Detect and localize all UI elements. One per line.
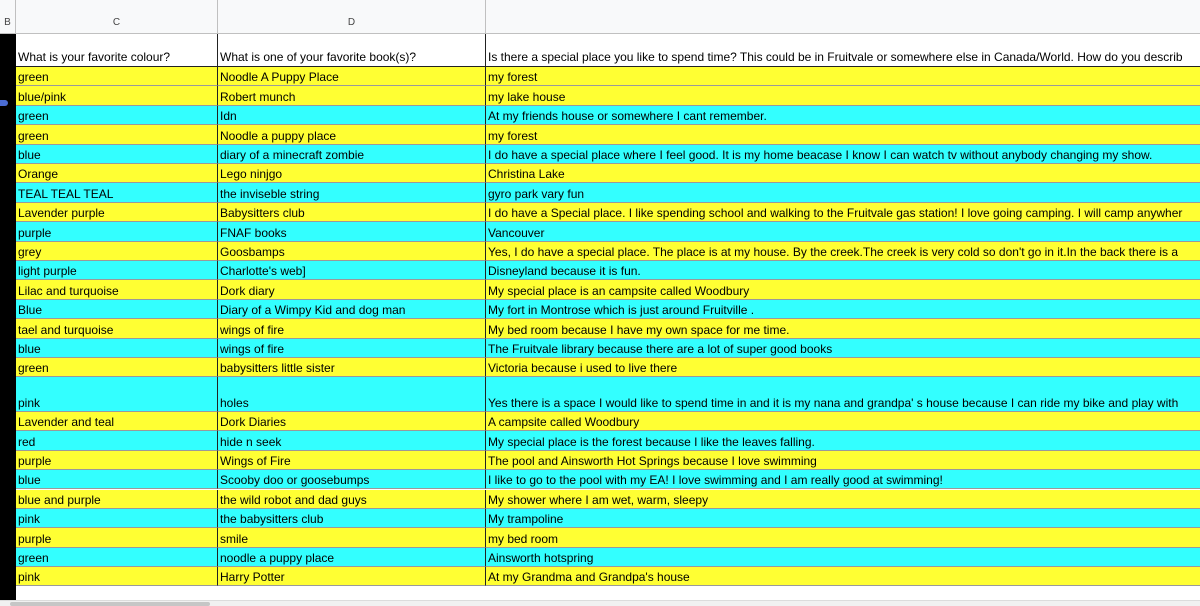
cell-favorite-colour[interactable]: green	[16, 125, 218, 144]
cell-favorite-colour[interactable]: purple	[16, 451, 218, 470]
cell-special-place[interactable]: Yes there is a space I would like to spend time in and it is my nana and grandpa' s house because I can ride my bike and play with	[486, 377, 1200, 412]
cell-favorite-colour[interactable]: blue and purple	[16, 490, 218, 509]
cell-favorite-book[interactable]: smile	[218, 528, 486, 547]
cell-special-place[interactable]: Disneyland because it is fun.	[486, 261, 1200, 280]
cell-special-place[interactable]: I like to go to the pool with my EA! I love swimming and I am really good at swimming!	[486, 470, 1200, 489]
table-row	[16, 470, 1200, 489]
table-row	[16, 203, 1200, 222]
cell-favorite-book[interactable]: holes	[218, 377, 486, 412]
cell-favorite-book[interactable]: Dork Diaries	[218, 412, 486, 431]
table-row	[16, 242, 1200, 261]
table-row	[16, 319, 1200, 338]
cell-favorite-book[interactable]: Diary of a Wimpy Kid and dog man	[218, 300, 486, 319]
table-row	[16, 86, 1200, 105]
cell-favorite-colour[interactable]: green	[16, 67, 218, 86]
column-letter-e[interactable]	[486, 0, 1200, 34]
cell-favorite-book[interactable]: the inviseble string	[218, 183, 486, 202]
cell-favorite-book[interactable]: babysitters little sister	[218, 358, 486, 377]
table-row	[16, 145, 1200, 164]
cell-favorite-colour[interactable]: blue	[16, 339, 218, 358]
cell-favorite-colour[interactable]: tael and turquoise	[16, 319, 218, 338]
cell-favorite-colour[interactable]: pink	[16, 377, 218, 412]
cell-special-place[interactable]: My fort in Montrose which is just around Fruitville .	[486, 300, 1200, 319]
row-resize-handle[interactable]	[0, 100, 8, 106]
cell-special-place[interactable]: The pool and Ainsworth Hot Springs because I love swimming	[486, 451, 1200, 470]
row-number-gutter	[0, 34, 16, 606]
cell-favorite-book[interactable]: hide n seek	[218, 431, 486, 450]
cell-special-place[interactable]: Christina Lake	[486, 164, 1200, 183]
table-row	[16, 125, 1200, 144]
cell-favorite-colour[interactable]: green	[16, 358, 218, 377]
cell-favorite-book[interactable]: the wild robot and dad guys	[218, 490, 486, 509]
column-letter-c[interactable]: C	[16, 0, 218, 34]
table-row	[16, 280, 1200, 299]
cell-favorite-book[interactable]: Babysitters club	[218, 203, 486, 222]
table-row	[16, 339, 1200, 358]
header-favorite-book[interactable]: What is one of your favorite book(s)?	[218, 34, 486, 67]
cell-favorite-book[interactable]: Robert munch	[218, 86, 486, 105]
column-header-row	[0, 0, 1200, 34]
cell-favorite-colour[interactable]: Orange	[16, 164, 218, 183]
cell-favorite-book[interactable]: Lego ninjgo	[218, 164, 486, 183]
cell-favorite-book[interactable]: Dork diary	[218, 280, 486, 299]
cell-special-place[interactable]: Victoria because i used to live there	[486, 358, 1200, 377]
cell-special-place[interactable]: gyro park vary fun	[486, 183, 1200, 202]
cell-favorite-book[interactable]: Harry Potter	[218, 567, 486, 586]
table-row	[16, 261, 1200, 280]
cell-favorite-book[interactable]: Goosbamps	[218, 242, 486, 261]
cell-favorite-book[interactable]: Idn	[218, 106, 486, 125]
cell-favorite-book[interactable]: Noodle a puppy place	[218, 125, 486, 144]
cell-special-place[interactable]: My shower where I am wet, warm, sleepy	[486, 490, 1200, 509]
cell-special-place[interactable]: At my Grandma and Grandpa's house	[486, 567, 1200, 586]
cell-favorite-book[interactable]: Scooby doo or goosebumps	[218, 470, 486, 489]
cell-favorite-book[interactable]: wings of fire	[218, 339, 486, 358]
header-special-place[interactable]: Is there a special place you like to spend time? This could be in Fruitvale or somewhere else in Canada/World. How do you describ	[486, 34, 1200, 67]
cell-favorite-colour[interactable]: TEAL TEAL TEAL	[16, 183, 218, 202]
cell-special-place[interactable]: my bed room	[486, 528, 1200, 547]
cell-special-place[interactable]: my forest	[486, 67, 1200, 86]
cell-favorite-book[interactable]: FNAF books	[218, 222, 486, 241]
cell-favorite-colour[interactable]: Lavender and teal	[16, 412, 218, 431]
table-row	[16, 528, 1200, 547]
cell-favorite-colour[interactable]: green	[16, 548, 218, 567]
table-row	[16, 222, 1200, 241]
cell-special-place[interactable]: At my friends house or somewhere I cant remember.	[486, 106, 1200, 125]
table-row	[16, 377, 1200, 412]
table-row	[16, 490, 1200, 509]
table-row	[16, 300, 1200, 319]
table-row	[16, 509, 1200, 528]
table-row	[16, 183, 1200, 202]
cell-favorite-book[interactable]: Charlotte's web]	[218, 261, 486, 280]
table-row	[16, 567, 1200, 586]
cell-special-place[interactable]: The Fruitvale library because there are a lot of super good books	[486, 339, 1200, 358]
cell-favorite-colour[interactable]: blue/pink	[16, 86, 218, 105]
cell-favorite-colour[interactable]: purple	[16, 528, 218, 547]
cell-special-place[interactable]: Yes, I do have a special place. The place is at my house. By the creek.The creek is very cold so don't go in it.In the back there is a	[486, 242, 1200, 261]
column-letter-d[interactable]: D	[218, 0, 486, 34]
cell-favorite-book[interactable]: Noodle A Puppy Place	[218, 67, 486, 86]
scrollbar-thumb[interactable]	[10, 602, 210, 606]
cell-favorite-book[interactable]: diary of a minecraft zombie	[218, 145, 486, 164]
cell-favorite-colour[interactable]: green	[16, 106, 218, 125]
table-row	[16, 164, 1200, 183]
cell-special-place[interactable]: Ainsworth hotspring	[486, 548, 1200, 567]
cell-special-place[interactable]: My bed room because I have my own space for me time.	[486, 319, 1200, 338]
cell-favorite-colour[interactable]: red	[16, 431, 218, 450]
table-row	[16, 548, 1200, 567]
cell-favorite-book[interactable]: the babysitters club	[218, 509, 486, 528]
cell-special-place[interactable]: my forest	[486, 125, 1200, 144]
cell-favorite-colour[interactable]: blue	[16, 470, 218, 489]
cell-special-place[interactable]: my lake house	[486, 86, 1200, 105]
table-row	[16, 106, 1200, 125]
cell-special-place[interactable]: I do have a special place where I feel good. It is my home beacase I know I can watch tv without anybody changing my show.	[486, 145, 1200, 164]
cell-special-place[interactable]: I do have a Special place. I like spending school and walking to the Fruitvale gas station! I love going camping. I will camp anywher	[486, 203, 1200, 222]
cell-favorite-colour[interactable]: grey	[16, 242, 218, 261]
cell-favorite-book[interactable]: wings of fire	[218, 319, 486, 338]
cell-favorite-colour[interactable]: pink	[16, 509, 218, 528]
cell-favorite-colour[interactable]: Lilac and turquoise	[16, 280, 218, 299]
table-row	[16, 67, 1200, 86]
cell-special-place[interactable]: My trampoline	[486, 509, 1200, 528]
column-letter-b[interactable]: B	[0, 0, 16, 34]
cell-favorite-colour[interactable]: blue	[16, 145, 218, 164]
cell-special-place[interactable]: My special place is the forest because I like the leaves falling.	[486, 431, 1200, 450]
cell-special-place[interactable]: My special place is an campsite called Woodbury	[486, 280, 1200, 299]
cell-favorite-colour[interactable]: light purple	[16, 261, 218, 280]
cell-favorite-colour[interactable]: Blue	[16, 300, 218, 319]
cell-favorite-colour[interactable]: purple	[16, 222, 218, 241]
cell-favorite-book[interactable]: noodle a puppy place	[218, 548, 486, 567]
header-favorite-colour[interactable]: What is your favorite colour?	[16, 34, 218, 67]
cell-favorite-colour[interactable]: pink	[16, 567, 218, 586]
cell-special-place[interactable]: Vancouver	[486, 222, 1200, 241]
cell-favorite-colour[interactable]: Lavender purple	[16, 203, 218, 222]
table-row	[16, 412, 1200, 431]
header-row	[16, 34, 1200, 67]
table-row	[16, 358, 1200, 377]
table-row	[16, 431, 1200, 450]
cell-favorite-book[interactable]: Wings of Fire	[218, 451, 486, 470]
table-row	[16, 451, 1200, 470]
horizontal-scrollbar[interactable]	[0, 600, 1200, 606]
cell-special-place[interactable]: A campsite called Woodbury	[486, 412, 1200, 431]
